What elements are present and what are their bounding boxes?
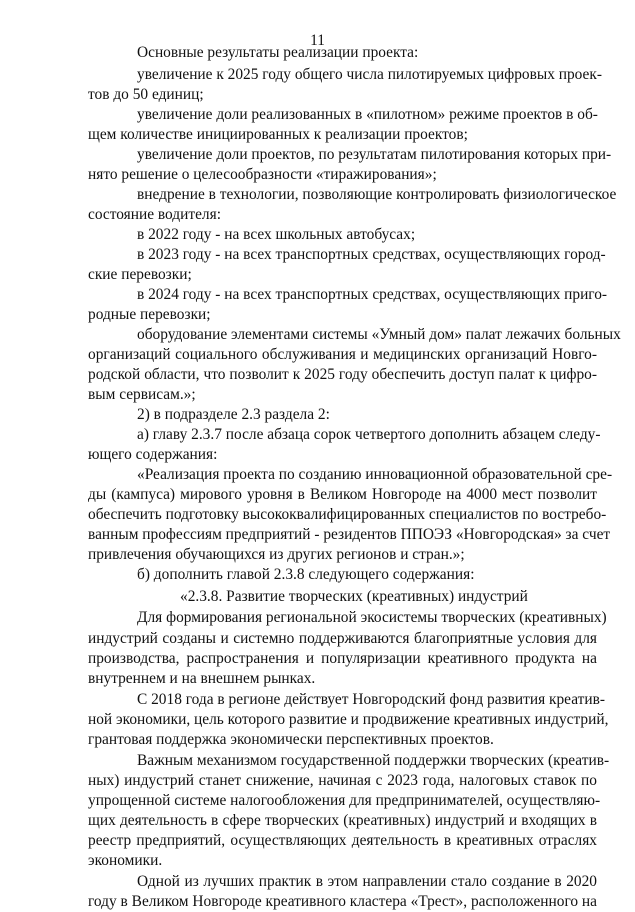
text-line: Одной из лучших практик в этом направлении стало создание в 2020	[137, 873, 597, 890]
text-line: организаций социального обслуживания и медицинских организаций Новго-	[88, 346, 597, 363]
text-line: а) главу 2.3.7 после абзаца сорок четвертого дополнить абзацем следу-	[137, 426, 601, 443]
text-line: оборудование элементами системы «Умный дом» палат лежачих больных	[137, 326, 621, 343]
text-line: реестр предприятий, осуществляющих деятельность в креативных отраслях	[88, 832, 597, 849]
text-line: внедрение в технологии, позволяющие контролировать физиологическое	[137, 186, 617, 203]
text-line: б) дополнить главой 2.3.8 следующего содержания:	[137, 566, 475, 583]
text-line: С 2018 года в регионе действует Новгородский фонд развития креатив-	[137, 691, 605, 708]
text-line: внутреннем и на внешнем рынках.	[88, 670, 316, 687]
text-line: «2.3.8. Развитие творческих (креативных) индустрий	[180, 588, 528, 605]
text-line: увеличение к 2025 году общего числа пилотируемых цифровых проек-	[137, 66, 602, 83]
text-line: экономики.	[88, 852, 163, 869]
text-line: вым сервисам.»;	[88, 386, 196, 403]
text-line: в 2023 году - на всех транспортных средствах, осуществляющих город-	[137, 246, 606, 263]
text-line: году в Великом Новгороде креативного кластера «Трест», расположенного на	[88, 893, 597, 910]
text-line: щем количестве инициированных к реализации проектов;	[88, 126, 468, 143]
text-line: грантовая поддержка экономически перспективных проектов.	[88, 731, 494, 748]
text-line: родской области, что позволит к 2025 году обеспечить доступ палат к цифро-	[88, 366, 597, 383]
page-number: 11	[310, 32, 325, 49]
text-line: «Реализация проекта по созданию инновационной образовательной сре-	[137, 466, 613, 483]
text-line: ванным профессиям предприятий - резидентов ППОЭЗ «Новгородская» за счет	[88, 526, 611, 543]
text-line: ной экономики, цель которого развитие и продвижение креативных индустрий,	[88, 711, 609, 728]
text-line: привлечения обучающихся из других регионов и стран.»;	[88, 546, 465, 563]
text-line: индустрий созданы и системно поддерживаются благоприятные условия для	[88, 630, 597, 647]
text-line: ющего содержания:	[88, 446, 218, 463]
text-line: ных) индустрий станет снижение, начиная с 2023 года, налоговых ставок по	[88, 772, 597, 789]
text-line: Для формирования региональной экосистемы творческих (креативных)	[137, 609, 607, 626]
text-line: ские перевозки;	[88, 266, 192, 283]
text-line: увеличение доли реализованных в «пилотном» режиме проектов в об-	[137, 106, 598, 123]
text-line: ды (кампуса) мирового уровня в Великом Новгороде на 4000 мест позволит	[88, 486, 597, 503]
text-line: состояние водителя:	[88, 206, 221, 223]
text-line: тов до 50 единиц;	[88, 86, 204, 103]
text-line: в 2022 году - на всех школьных автобусах;	[137, 226, 416, 243]
text-line: обеспечить подготовку высококвалифицированных специалистов по востребо-	[88, 506, 607, 523]
text-line: родные перевозки;	[88, 306, 211, 323]
text-line: 2) в подразделе 2.3 раздела 2:	[137, 406, 330, 423]
text-line: Основные результаты реализации проекта:	[137, 44, 419, 61]
text-line: нято решение о целесообразности «тиражирования»;	[88, 166, 437, 183]
text-line: увеличение доли проектов, по результатам пилотирования которых при-	[137, 146, 612, 163]
text-line: производства, распространения и популяризации креативного продукта на	[88, 650, 597, 667]
text-line: Важным механизмом государственной поддержки творческих (креатив-	[137, 752, 610, 769]
text-line: в 2024 году - на всех транспортных средствах, осуществляющих приго-	[137, 286, 608, 303]
text-line: упрощенной системе налогообложения для предпринимателей, осуществляю-	[88, 792, 601, 809]
text-line: щих деятельность в сфере творческих (креативных) индустрий и входящих в	[88, 812, 597, 829]
